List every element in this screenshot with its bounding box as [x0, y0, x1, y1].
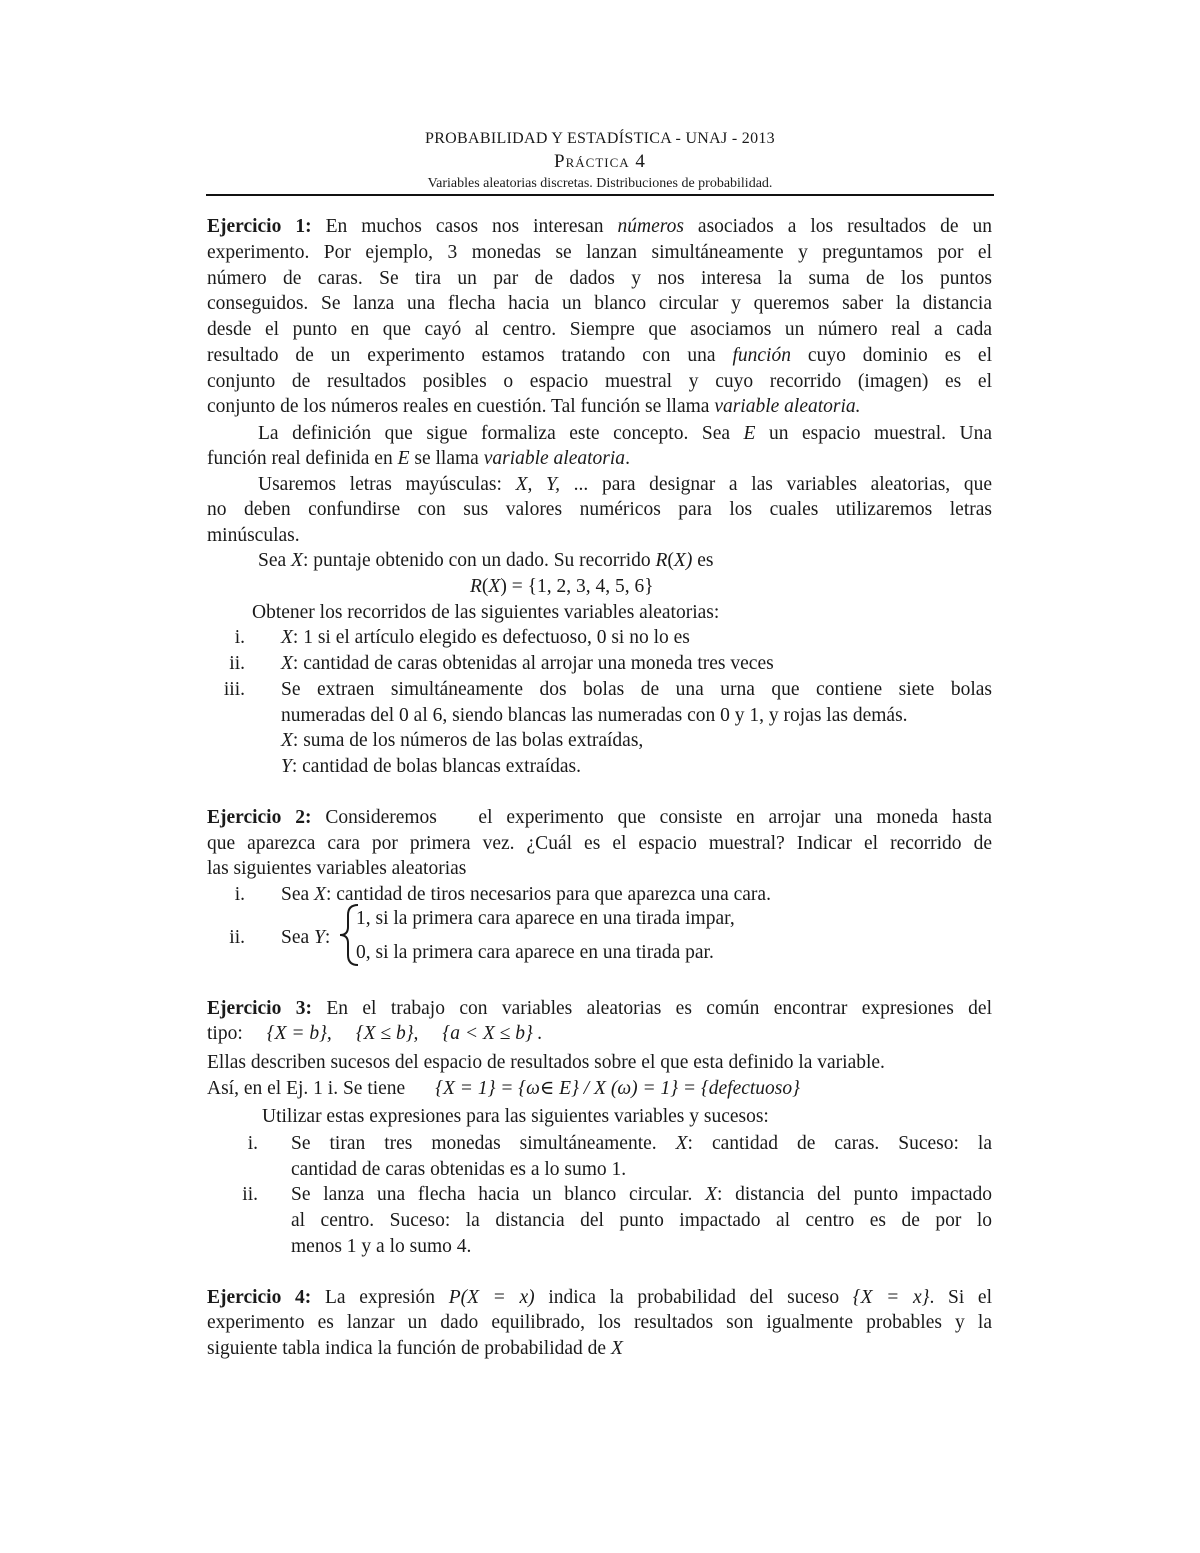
ej3-line-4: [207, 1079, 992, 1099]
ej3-item-ii-line-3: menos 1 y a lo sumo 4.: [291, 1236, 472, 1257]
text: X, Y,: [515, 474, 560, 495]
piecewise-case-1: 1, si la primera cara aparece en una tirada impar,: [356, 908, 735, 929]
text: La expresión: [324, 1287, 436, 1308]
text: : 1 si el artículo elegido es defectuoso, 0 si no lo es: [292, 627, 690, 648]
ej3-line-2: [207, 1024, 992, 1044]
list-number: ii.: [229, 653, 245, 674]
ej2-item-i: [281, 885, 981, 905]
ej1-line-11: [258, 475, 992, 495]
text: . Si el: [929, 1287, 993, 1308]
text: {X ≤ b},: [355, 1023, 419, 1044]
ej1-line-5: desde el punto en que cayó al centro. Siempre que asociamos un número real a cada: [207, 319, 992, 340]
text: Sea: [281, 927, 310, 948]
text: R: [655, 550, 668, 571]
text: conjunto de los números reales en cuestión. Tal función se llama: [207, 396, 710, 417]
text: asociados a los resultados de un: [697, 216, 992, 237]
text: P(X = x): [448, 1287, 535, 1308]
ej1-item-iii-line-2: numeradas del 0 al 6, siendo blancas las numeradas con 0 y 1, y rojas las demás.: [281, 705, 908, 726]
text: X: [610, 1338, 623, 1359]
text: se llama: [414, 448, 479, 469]
text: {X = 1} = {ω∈ E} / X (ω) = 1} = {defectuoso}: [435, 1078, 800, 1099]
text: {X = b},: [266, 1023, 332, 1044]
text: : cantidad de caras obtenidas al arrojar una moneda tres veces: [292, 653, 774, 674]
list-number: ii.: [242, 1184, 258, 1205]
ej1-line-14: [258, 551, 858, 571]
ej3-item-i-line-1: [291, 1134, 992, 1154]
text: Sea: [281, 884, 310, 905]
text: : cantidad de caras. Suceso: la: [687, 1133, 992, 1154]
list-number: ii.: [229, 927, 245, 948]
text: R: [470, 576, 482, 597]
ej4-line-1: [207, 1288, 992, 1308]
ej1-line-1: [207, 217, 992, 237]
text: {X = x}: [852, 1287, 930, 1308]
ej1-line-12: no deben confundirse con sus valores numéricos para los cuales utilizaremos letras: [207, 499, 992, 520]
ej1-line-13: minúsculas.: [207, 525, 300, 546]
text: En muchos casos nos interesan: [325, 216, 604, 237]
text: Y: [281, 756, 292, 777]
text: X: [314, 884, 326, 905]
text: números: [617, 216, 684, 237]
ej3-line-3: Ellas describen sucesos del espacio de resultados sobre el que esta definido la variable.: [207, 1052, 885, 1073]
text: función: [732, 345, 791, 366]
text: E: [743, 423, 756, 444]
text: : suma de los números de las bolas extraídas,: [292, 730, 644, 751]
text: X): [673, 550, 693, 571]
text: un espacio muestral. Una: [769, 423, 993, 444]
text: X: [291, 550, 303, 571]
ej1-line-6: [207, 346, 992, 366]
ej3-item-ii-line-2: al centro. Suceso: la distancia del punto impactado al centro es de por lo: [291, 1210, 992, 1231]
ej3-title: Ejercicio 3:: [207, 998, 312, 1019]
text: : cantidad de tiros necesarios para que aparezca una cara.: [325, 884, 771, 905]
ej4-line-2: experimento es lanzar un dado equilibrado, los resultados son igualmente probables y la: [207, 1312, 992, 1333]
header-rule: [206, 194, 994, 196]
text: variable aleatoria: [483, 448, 626, 469]
text: Se lanza una flecha hacia un blanco circular.: [291, 1184, 693, 1205]
ej1-item-ii: [281, 654, 981, 674]
text: Y: [314, 927, 325, 948]
ej2-line-2: que aparezca cara por primera vez. ¿Cuál es el espacio muestral? Indicar el recorrido de: [207, 833, 992, 854]
text: función real definida en: [207, 448, 393, 469]
ej1-line-16: Obtener los recorridos de las siguientes variables aleatorias:: [252, 602, 720, 623]
text: La definición que sigue formaliza este concepto. Sea: [258, 423, 731, 444]
ej1-line-9: [258, 424, 992, 444]
text: (: [481, 576, 489, 597]
ej2-line-3: las siguientes variables aleatorias: [207, 858, 467, 879]
ej1-item-iii-line-3: [281, 731, 981, 751]
recorrido-formula: [470, 577, 770, 597]
ej1-title: Ejercicio 1:: [207, 216, 312, 237]
ej1-line-10: [207, 449, 992, 469]
text: tipo:: [207, 1023, 243, 1044]
text: .: [625, 448, 630, 469]
ej3-item-i-line-2: cantidad de caras obtenidas es a lo sumo 1.: [291, 1159, 627, 1180]
piecewise-case-2: 0, si la primera cara aparece en una tirada par.: [356, 942, 714, 963]
text: ... para designar a las variables aleatorias, que: [573, 474, 993, 495]
ej1-line-8: [207, 397, 992, 417]
text: Así, en el Ej. 1 i. Se tiene: [207, 1078, 406, 1099]
text: :: [324, 927, 331, 948]
list-number: i.: [234, 884, 245, 905]
ej4-title: Ejercicio 4:: [207, 1287, 312, 1308]
text: X: [705, 1184, 717, 1205]
ej1-item-iii-line-4: [281, 757, 981, 777]
text: ) = {1, 2, 3, 4, 5, 6}: [500, 576, 654, 597]
text: {a < X ≤ b} .: [442, 1023, 543, 1044]
ej2-line-1: [207, 808, 992, 828]
list-number: iii.: [223, 679, 245, 700]
text: (: [667, 550, 674, 571]
text: Sea: [258, 550, 287, 571]
ej1-line-3: número de caras. Se tira un par de dados y nos interesa la suma de los puntos: [207, 268, 992, 289]
ej1-item-iii-line-1: Se extraen simultáneamente dos bolas de una urna que contiene siete bolas: [281, 679, 992, 700]
text: X: [488, 576, 501, 597]
text: es: [697, 550, 714, 571]
text: variable aleatoria.: [714, 396, 861, 417]
text: : distancia del punto impactado: [716, 1184, 993, 1205]
list-number: i.: [247, 1133, 258, 1154]
ej4-line-3: [207, 1339, 992, 1359]
ej1-line-7: conjunto de resultados posibles o espacio muestral y cuyo recorrido (imagen) es el: [207, 371, 992, 392]
text: E: [397, 448, 410, 469]
text: En el trabajo con variables aleatorias es común encontrar expresiones del: [326, 998, 992, 1019]
text: indica la probabilidad del suceso: [548, 1287, 840, 1308]
list-number: i.: [234, 627, 245, 648]
text: X: [281, 730, 293, 751]
text: : puntaje obtenido con un dado. Su recorrido: [302, 550, 651, 571]
text: : cantidad de bolas blancas extraídas.: [291, 756, 581, 777]
text: X: [281, 653, 293, 674]
text: Se tiran tres monedas simultáneamente.: [291, 1133, 657, 1154]
course-header: PROBABILIDAD Y ESTADÍSTICA - UNAJ - 2013: [425, 130, 775, 147]
ej2-item-ii-label: [281, 928, 330, 948]
ej1-line-2: experimento. Por ejemplo, 3 monedas se lanzan simultáneamente y preguntamos por el: [207, 242, 992, 263]
ej1-item-i: [281, 628, 981, 648]
ej3-line-1: [207, 999, 992, 1019]
text: cuyo dominio es el: [807, 345, 992, 366]
text: X: [281, 627, 293, 648]
ej1-line-4: conseguidos. Se lanza una flecha hacia un blanco circular y queremos saber la distancia: [207, 293, 992, 314]
ej3-line-5: Utilizar estas expresiones para las siguientes variables y sucesos:: [262, 1106, 769, 1127]
ej2-title: Ejercicio 2:: [207, 807, 312, 828]
ej3-item-ii-line-1: [291, 1185, 992, 1205]
text: resultado de un experimento estamos tratando con una: [207, 345, 716, 366]
text: siguiente tabla indica la función de probabilidad de: [207, 1338, 607, 1359]
practice-subtitle: Variables aleatorias discretas. Distribuciones de probabilidad.: [427, 176, 773, 191]
practice-title: Práctica 4: [554, 151, 646, 172]
text: Consideremos el experimento que consiste en arrojar una moneda hasta: [325, 807, 993, 828]
text: X: [675, 1133, 688, 1154]
text: Usaremos letras mayúsculas:: [258, 474, 502, 495]
